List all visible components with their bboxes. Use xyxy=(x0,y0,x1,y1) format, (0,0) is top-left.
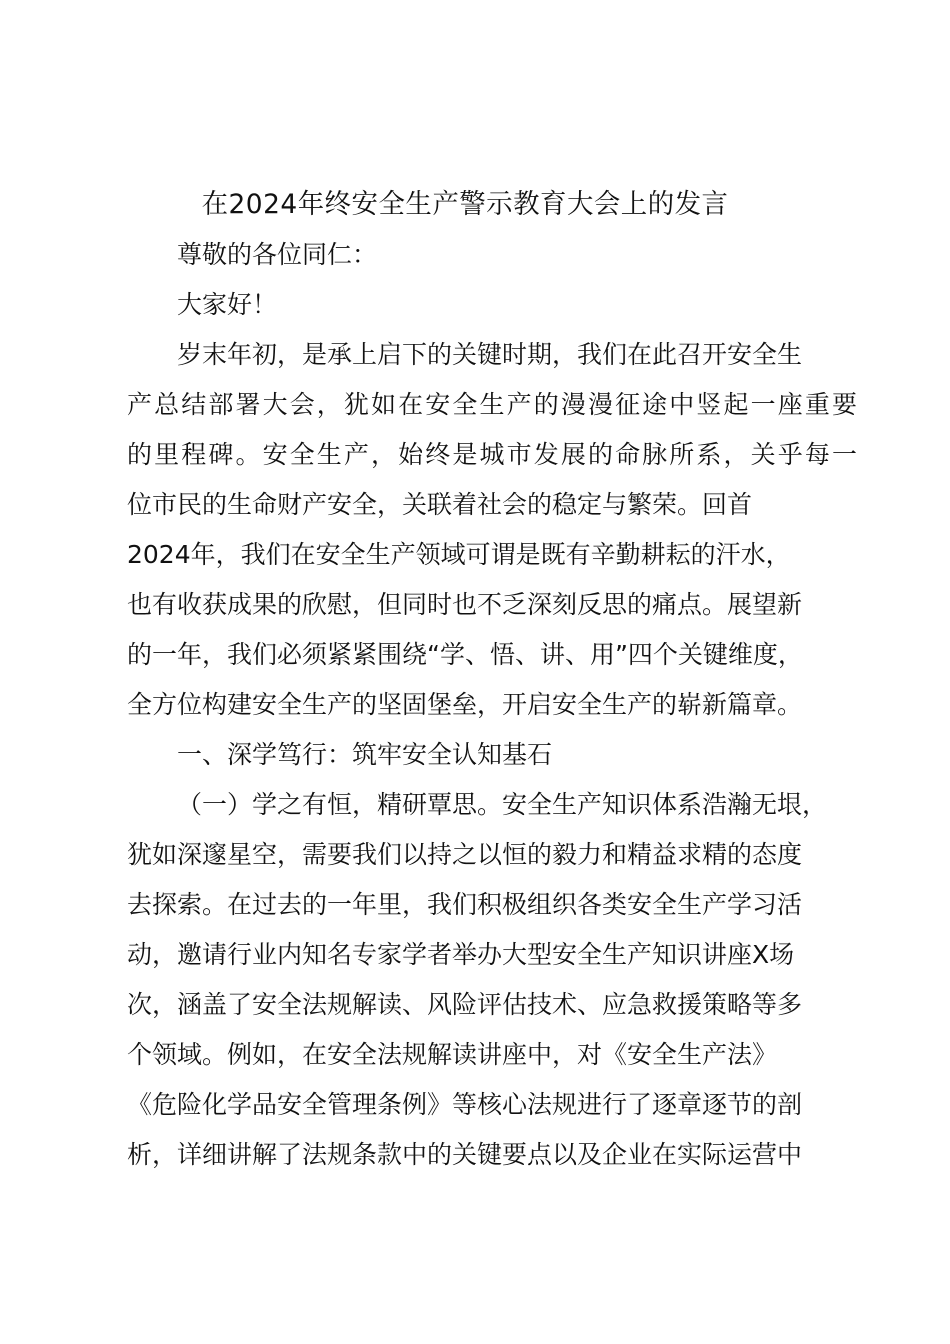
body-line: 的一年，我们必须紧紧围绕“学、悟、讲、用”四个关键维度， xyxy=(127,640,803,669)
body-line: 位市民的生命财产安全，关联着社会的稳定与繁荣。回首 xyxy=(127,490,753,519)
document-title: 在2024年终安全生产警示教育大会上的发言 xyxy=(201,189,729,220)
body-line: 2024年，我们在安全生产领域可谓是既有辛勤耕耘的汗水， xyxy=(127,540,791,569)
body-line: 犹如深邃星空，需要我们以持之以恒的毅力和精益求精的态度 xyxy=(127,840,803,869)
body-line: 析，详细讲解了法规条款中的关键要点以及企业在实际运营中 xyxy=(127,1140,803,1169)
body-line: 的里程碑。安全生产，始终是城市发展的命脉所系，关乎每一 xyxy=(127,440,857,469)
body-line: 也有收获成果的欣慰，但同时也不乏深刻反思的痛点。展望新 xyxy=(127,590,803,619)
body-line: 《危险化学品安全管理条例》等核心法规进行了逐章逐节的剖 xyxy=(127,1090,803,1119)
body-line: 岁末年初，是承上启下的关键时期，我们在此召开安全生 xyxy=(177,340,803,369)
body-line: 去探索。在过去的一年里，我们积极组织各类安全生产学习活 xyxy=(127,890,803,919)
body-line: 个领域。例如，在安全法规解读讲座中，对《安全生产法》 xyxy=(127,1040,778,1069)
salutation-line: 尊敬的各位同仁： xyxy=(177,240,378,269)
body-line: 产总结部署大会，犹如在安全生产的漫漫征途中竖起一座重要 xyxy=(127,390,857,419)
body-line: （一）学之有恒，精研覃思。安全生产知识体系浩瀚无垠， xyxy=(177,790,828,819)
section-heading: 一、深学笃行：筑牢安全认知基石 xyxy=(177,740,553,769)
body-line: 全方位构建安全生产的坚固堡垒，开启安全生产的崭新篇章。 xyxy=(127,690,803,719)
greeting-line: 大家好！ xyxy=(177,290,278,319)
body-line: 次，涵盖了安全法规解读、风险评估技术、应急救援策略等多 xyxy=(127,990,803,1019)
body-line: 动，邀请行业内知名专家学者举办大型安全生产知识讲座X场 xyxy=(127,940,795,969)
